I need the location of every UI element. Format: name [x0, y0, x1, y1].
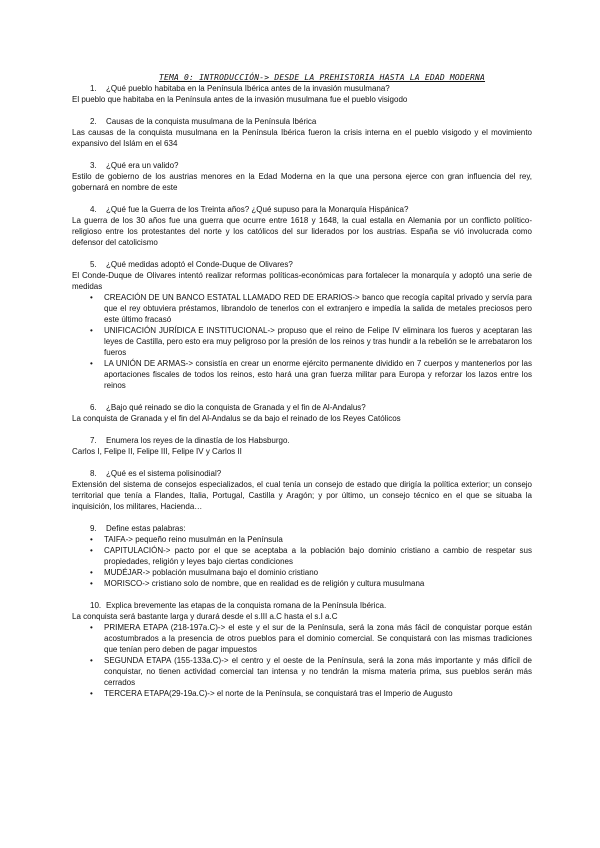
question-text: ¿Qué es el sistema polisinodial? [106, 469, 222, 478]
question-number: 9. [90, 524, 97, 533]
question [72, 116, 532, 127]
question-text: ¿Qué fue la Guerra de los Treinta años? ¿Qué supuso para la Monarquía Hispánica? [106, 205, 409, 214]
question-number: 3. [90, 161, 97, 170]
question-list [72, 83, 532, 699]
question-text: Define estas palabras: [106, 524, 186, 533]
bullet-item: • SEGUNDA ETAPA (155-133a.C)-> el centro y el oeste de la Península, será la zona más importante y más difícil de conquistar, no tienen actividad comercial tan intensa y no tendrán la misma materia prima, sus pueblos serán más cerrados [104, 655, 532, 688]
question-block [72, 402, 532, 424]
answer-text: Las causas de la conquista musulmana en la Península Ibérica fueron la crisis interna en el pueblo visigodo y el movimiento expansivo del Islám en el 634 [72, 128, 532, 148]
question-number: 5. [90, 260, 97, 269]
answer-text: El pueblo que habitaba en la Península antes de la invasión musulmana fue el pueblo visigodo [72, 95, 408, 104]
question-text: Enumera los reyes de la dinastía de los Habsburgo. [106, 436, 290, 445]
question-text: Causas de la conquista musulmana de la Península Ibérica [106, 117, 317, 126]
bullet-item: • LA UNIÓN DE ARMAS-> consistía en crear un enorme ejército permanente dividido en 7 cuerpos y mantenerlos por las aportaciones fiscales de todos los reinos, esto hará una gran fuerza militar para Europa y reforzar los lazos entre los reinos [104, 358, 532, 391]
question-block [72, 116, 532, 149]
question-number: 8. [90, 469, 97, 478]
question [72, 468, 532, 479]
question-block [72, 435, 532, 457]
question [72, 259, 532, 270]
answer-text: Carlos I, Felipe II, Felipe III, Felipe IV y Carlos II [72, 447, 242, 456]
answer-text: La conquista de Granada y el fin del Al-Andalus se da bajo el reinado de los Reyes Católicos [72, 414, 401, 423]
question [72, 83, 532, 94]
question [72, 600, 532, 611]
bullet-item: • CREACIÓN DE UN BANCO ESTATAL LLAMADO RED DE ERARIOS-> banco que recogía capital privado y servía para que el rey obtuviera préstamos, librandolo de tenerlos con el extranjero e impedía la salida de metales preciosos pero este último fracasó [104, 292, 532, 325]
question [72, 523, 532, 534]
bullet-item: • TAIFA-> pequeño reino musulmán en la Península [104, 534, 532, 545]
question [72, 204, 532, 215]
document-page [72, 72, 532, 710]
question-block [72, 83, 532, 105]
question-number: 7. [90, 436, 97, 445]
question [72, 435, 532, 446]
question-block [72, 523, 532, 589]
answer-text: Estilo de gobierno de los austrias menores en la Edad Moderna en la que una persona ejerce con gran influencia del rey, gobernará en nombre de este [72, 172, 532, 192]
question-number: 4. [90, 205, 97, 214]
question [72, 402, 532, 413]
question-block [72, 600, 532, 699]
bullet-list [72, 534, 532, 589]
answer-text: La guerra de los 30 años fue una guerra que ocurre entre 1618 y 1648, la cual estalla en Alemania por un conflicto político-religioso entre los protestantes del norte y los católicos del sur liderados por los austrias. España se vió involucrada como defensor del catolicismo [72, 216, 532, 247]
bullet-item: • UNIFICACIÓN JURÍDICA E INSTITUCIONAL-> propuso que el reino de Felipe IV eliminara los fueros y aceptaran las leyes de Castilla, pero esto era muy peligroso por la presión de los reinos y tras hundir a la rebelión se le arrebataron los fueros [104, 325, 532, 358]
bullet-item: • MORISCO-> cristiano solo de nombre, que en realidad es de religión y cultura musulmana [104, 578, 532, 589]
question-block [72, 259, 532, 391]
bullet-list [72, 292, 532, 391]
question [72, 160, 532, 171]
answer-text: La conquista será bastante larga y durará desde el s.III a.C hasta el s.I a.C [72, 612, 338, 621]
bullet-item: • PRIMERA ETAPA (218-197a.C)-> el este y el sur de la Península, será la zona más fácil de conquistar porque están acostumbrados a la presencia de otros pueblos para el dominio comercial. Se conquistará con las mismas tradiciones que tenían pero deben de pagar impuestos [104, 622, 532, 655]
question-text: Explica brevemente las etapas de la conquista romana de la Península Ibérica. [106, 601, 387, 610]
bullet-item: • MUDÉJAR-> población musulmana bajo el dominio cristiano [104, 567, 532, 578]
answer-text: El Conde-Duque de Olivares intentó realizar reformas políticas-económicas para fortalecer la monarquía y adoptó una serie de medidas [72, 271, 532, 291]
question-text: ¿Qué medidas adoptó el Conde-Duque de Olivares? [106, 260, 293, 269]
question-number: 2. [90, 117, 97, 126]
answer-text: Extensión del sistema de consejos especializados, el cual tenía un consejo de estado que dirigía la política exterior; un consejo territorial que tenía a Flandes, Italia, Portugal, Castilla y Aragón; y por último, un consejo técnico en el que se situaba la inquisición, los militares, Hacienda… [72, 480, 532, 511]
question-block [72, 468, 532, 512]
bullet-list [72, 622, 532, 699]
question-block [72, 204, 532, 248]
question-text: ¿Bajo qué reinado se dio la conquista de Granada y el fin de Al-Andalus? [106, 403, 366, 412]
document-title: TEMA 0: INTRODUCCIÓN-> DESDE LA PREHISTORIA HASTA LA EDAD MODERNA [158, 73, 486, 82]
bullet-item: • CAPITULACIÓN-> pacto por el que se aceptaba a la población bajo dominio cristiano a cambio de respetar sus propiedades, religión y leyes bajo ciertas condiciones [104, 545, 532, 567]
question-text: ¿Qué era un valido? [106, 161, 179, 170]
question-number: 6. [90, 403, 97, 412]
question-number: 1. [90, 84, 97, 93]
bullet-item: • TERCERA ETAPA(29-19a.C)-> el norte de la Península, se conquistará tras el Imperio de Augusto [104, 688, 532, 699]
question-text: ¿Qué pueblo habitaba en la Península Ibérica antes de la invasión musulmana? [106, 84, 390, 93]
question-number: 10. [90, 601, 102, 610]
question-block [72, 160, 532, 193]
